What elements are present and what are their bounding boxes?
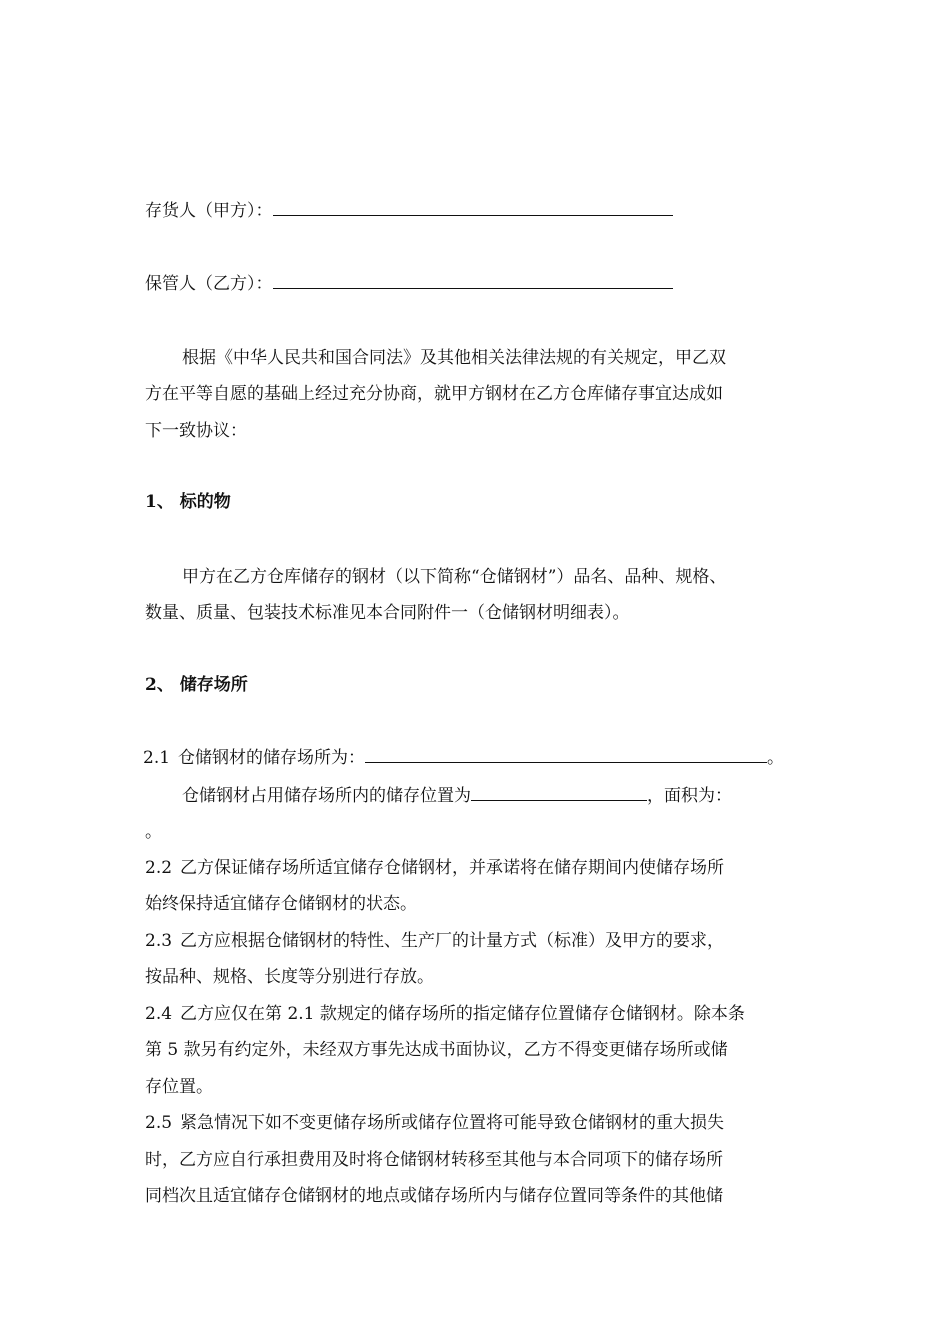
clause-2-2-number: 2.2: [145, 858, 173, 878]
clause-2-4-line-3: 存位置。: [145, 1077, 213, 1097]
storage-position-text: 仓储钢材占用储存场所内的储存位置为: [182, 786, 471, 806]
clause-2-3-line-1: [145, 929, 724, 953]
section-2-heading: 2、 储存场所: [145, 675, 248, 695]
clause-2-1-number: 2.1: [143, 748, 171, 768]
section-1-line-1: 甲方在乙方仓库储存的钢材（以下简称“仓储钢材”）品名、品种、规格、: [182, 567, 727, 587]
clause-2-4-line-2: 第 5 款另有约定外，未经双方事先达成书面协议，乙方不得变更储存场所或储: [145, 1040, 728, 1060]
clause-2-1-end: 。: [767, 748, 785, 768]
clause-2-3-text-1: 乙方应根据仓储钢材的特性、生产厂的计量方式（标准）及甲方的要求，: [180, 931, 725, 951]
storage-position-row: [182, 783, 732, 808]
clause-2-5-text-1: 紧急情况下如不变更储存场所或储存位置将可能导致仓储钢材的重大损失: [180, 1113, 725, 1133]
clause-2-1-text: 仓储钢材的储存场所为：: [178, 748, 366, 768]
custodian-blank[interactable]: [273, 271, 673, 289]
depositor-row: [145, 198, 673, 223]
clause-2-2-line-1: [145, 856, 724, 880]
preamble-line-2: 方在平等自愿的基础上经过充分协商，就甲方钢材在乙方仓库储存事宜达成如: [145, 384, 723, 404]
depositor-label: 存货人（甲方）：: [145, 201, 273, 221]
clause-2-4-number: 2.4: [145, 1004, 173, 1024]
clause-2-1-row: [143, 745, 784, 770]
clause-2-5-number: 2.5: [145, 1113, 173, 1133]
section-1-line-2: 数量、质量、包装技术标准见本合同附件一（仓储钢材明细表）。: [145, 603, 630, 623]
clause-2-4-text-1: 乙方应仅在第 2.1 款规定的储存场所的指定储存位置储存仓储钢材。除本条: [180, 1004, 745, 1024]
clause-2-5-line-3: 同档次且适宜储存仓储钢材的地点或储存场所内与储存位置同等条件的其他储: [145, 1186, 723, 1206]
custodian-row: [145, 271, 673, 296]
depositor-blank[interactable]: [273, 198, 673, 216]
clause-2-2-line-2: 始终保持适宜储存仓储钢材的状态。: [145, 894, 417, 914]
section-1-heading: 1、 标的物: [145, 492, 231, 512]
clause-2-3-number: 2.3: [145, 931, 173, 951]
clause-2-2-text-1: 乙方保证储存场所适宜储存仓储钢材，并承诺将在储存期间内使储存场所: [180, 858, 725, 878]
storage-place-blank[interactable]: [365, 745, 767, 763]
storage-position-end: 。: [145, 822, 162, 842]
preamble-line-3: 下一致协议：: [145, 421, 247, 441]
custodian-label: 保管人（乙方）：: [145, 274, 273, 294]
storage-position-blank[interactable]: [471, 783, 647, 801]
preamble-line-1: 根据《中华人民共和国合同法》及其他相关法律法规的有关规定，甲乙双: [182, 348, 726, 368]
clause-2-5-line-1: [145, 1111, 724, 1135]
clause-2-3-line-2: 按品种、规格、长度等分别进行存放。: [145, 967, 434, 987]
area-label: ，面积为：: [647, 786, 732, 806]
clause-2-4-line-1: [145, 1002, 745, 1026]
clause-2-5-line-2: 时，乙方应自行承担费用及时将仓储钢材转移至其他与本合同项下的储存场所: [145, 1150, 723, 1170]
